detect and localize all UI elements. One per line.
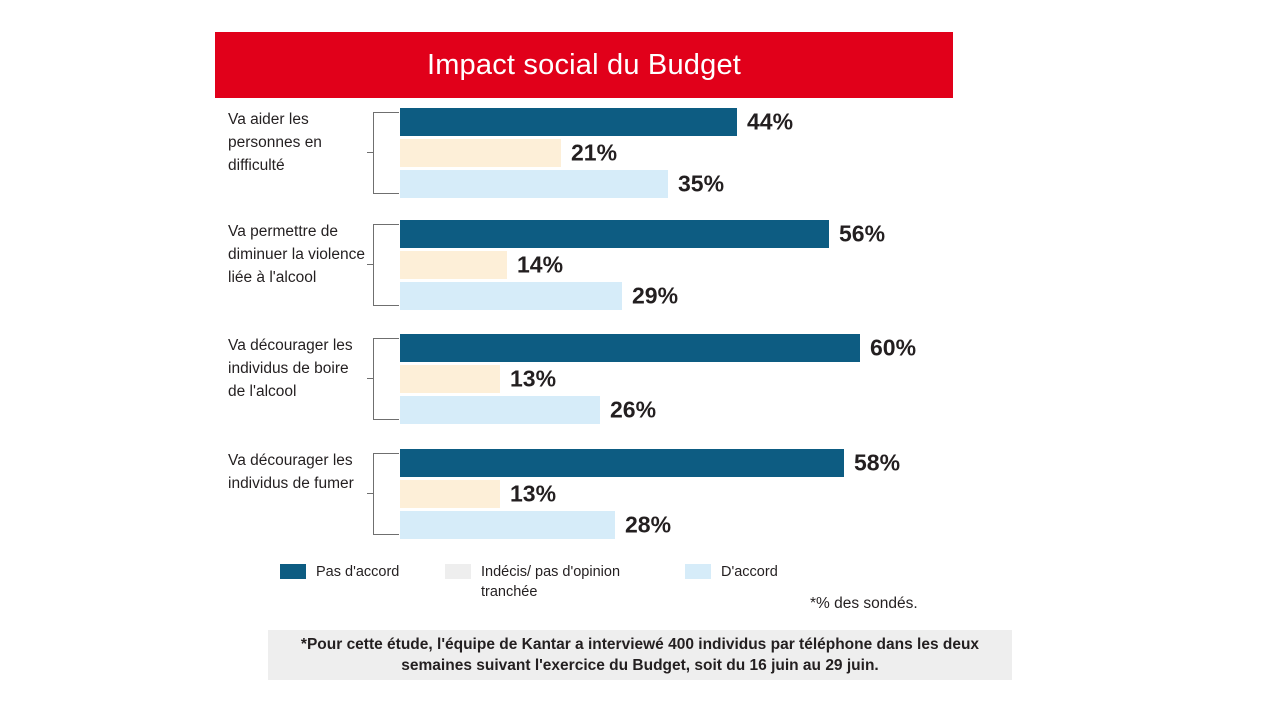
legend-swatch-icon [685, 564, 711, 579]
bar-undecided [400, 365, 500, 393]
bar-value-disagree: 44% [747, 108, 794, 135]
legend-label: Pas d'accord [316, 564, 400, 580]
percent-note: *% des sondés. [810, 595, 918, 612]
label-bracket-stem [367, 493, 374, 494]
bar-undecided [400, 139, 561, 167]
legend-item-undecided [445, 562, 661, 602]
legend-swatch-icon [280, 564, 306, 579]
bar-value-disagree: 58% [854, 449, 901, 476]
label-bracket [373, 453, 399, 535]
bar-disagree [400, 449, 844, 477]
category-label: Va permettre de diminuer la violence liée à l'alcool [228, 223, 365, 286]
bar-value-undecided: 13% [510, 365, 557, 392]
bar-disagree [400, 108, 737, 136]
footnote-band [268, 630, 1012, 680]
bar-value-disagree: 56% [839, 220, 886, 247]
bar-value-disagree: 60% [870, 334, 917, 361]
label-bracket-stem [367, 152, 374, 153]
bar-value-undecided: 14% [517, 251, 564, 278]
category-label: Va décourager les individus de fumer [228, 452, 354, 492]
bar-disagree [400, 220, 829, 248]
bar-agree [400, 511, 615, 539]
category-label: Va décourager les individus de boire de l'alcool [228, 337, 353, 400]
bar-value-agree: 29% [632, 282, 679, 309]
label-bracket-stem [367, 264, 374, 265]
legend-item-agree [685, 562, 778, 582]
label-bracket [373, 338, 399, 420]
bar-disagree [400, 334, 860, 362]
legend-swatch-icon [445, 564, 471, 579]
label-bracket-stem [367, 378, 374, 379]
bar-agree [400, 282, 622, 310]
bar-undecided [400, 251, 507, 279]
bar-value-agree: 28% [625, 511, 672, 538]
bar-agree [400, 170, 668, 198]
page-title: Impact social du Budget [426, 48, 742, 81]
label-bracket [373, 112, 399, 194]
legend-item-disagree [280, 562, 399, 582]
legend-label: Indécis/ pas d'opinion tranchée [481, 564, 621, 600]
category-label: Va aider les personnes en difficulté [228, 111, 322, 174]
bar-undecided [400, 480, 500, 508]
bar-value-undecided: 21% [571, 139, 618, 166]
bar-value-undecided: 13% [510, 480, 557, 507]
bar-value-agree: 26% [610, 396, 657, 423]
bar-value-agree: 35% [678, 170, 725, 197]
footnote-text: *Pour cette étude, l'équipe de Kantar a interviewé 400 individus par téléphone dans les deux semaines suivant l'exercice du Budget, soit du 16 juin au 29 juin. [300, 636, 980, 674]
label-bracket [373, 224, 399, 306]
bar-agree [400, 396, 600, 424]
legend-label: D'accord [721, 564, 778, 580]
